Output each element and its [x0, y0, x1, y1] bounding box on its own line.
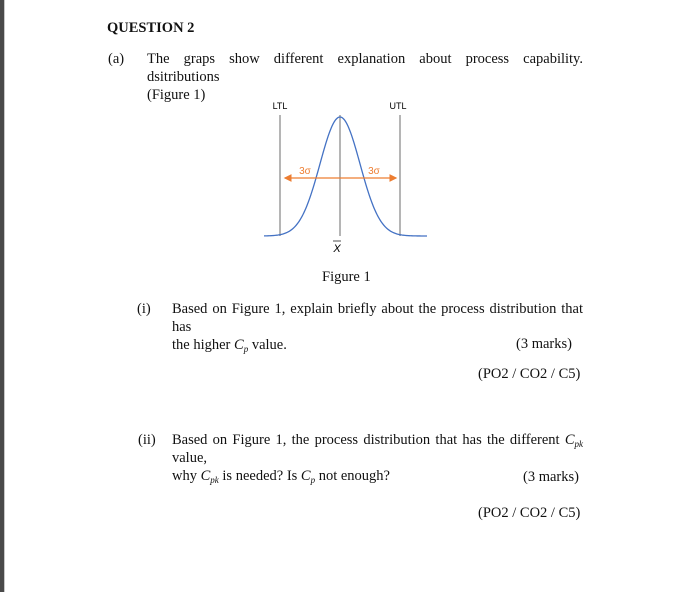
right-sigma-label: 3σ — [368, 166, 380, 177]
part-ii-outcomes: (PO2 / CO2 / C5) — [478, 505, 581, 521]
cp-symbol: C — [300, 468, 311, 484]
utl-label: UTL — [389, 101, 407, 111]
cpk-symbol: C — [564, 432, 575, 448]
part-ii-text — [172, 431, 583, 485]
cp-symbol: C — [234, 337, 244, 353]
part-ii-marks: (3 marks) — [523, 469, 579, 485]
figure-caption: Figure 1 — [322, 269, 371, 285]
part-ii-line-2: why $C_{pk}$ is needed? Is $C_p$ not enough? — [172, 468, 390, 485]
part-ii-line-1: Based on Figure 1, the process distribution that has the different $C_{pk}$ value, — [172, 432, 583, 466]
part-i-line-1: Based on Figure 1, explain briefly about the process distribution that has — [172, 301, 583, 335]
part-ii-label: (ii) — [138, 432, 156, 448]
part-i-label: (i) — [137, 301, 151, 317]
part-i-marks: (3 marks) — [516, 336, 572, 352]
part-i-outcomes: (PO2 / CO2 / C5) — [478, 366, 581, 382]
part-i-line-2: the higher $C_p$ value. — [172, 337, 287, 354]
part-a-line-1: The graps show different explanation about process capability. dsitributions — [147, 51, 583, 85]
ltl-label: LTL — [272, 101, 288, 111]
left-sigma-label: 3σ — [299, 166, 311, 177]
question-heading: QUESTION 2 — [107, 20, 195, 36]
cpk-symbol: C — [200, 468, 211, 484]
normal-distribution-curve — [264, 117, 427, 236]
mean-label: X — [333, 243, 341, 255]
part-a-label: (a) — [108, 51, 125, 67]
part-a-line-2: (Figure 1) — [147, 87, 206, 103]
